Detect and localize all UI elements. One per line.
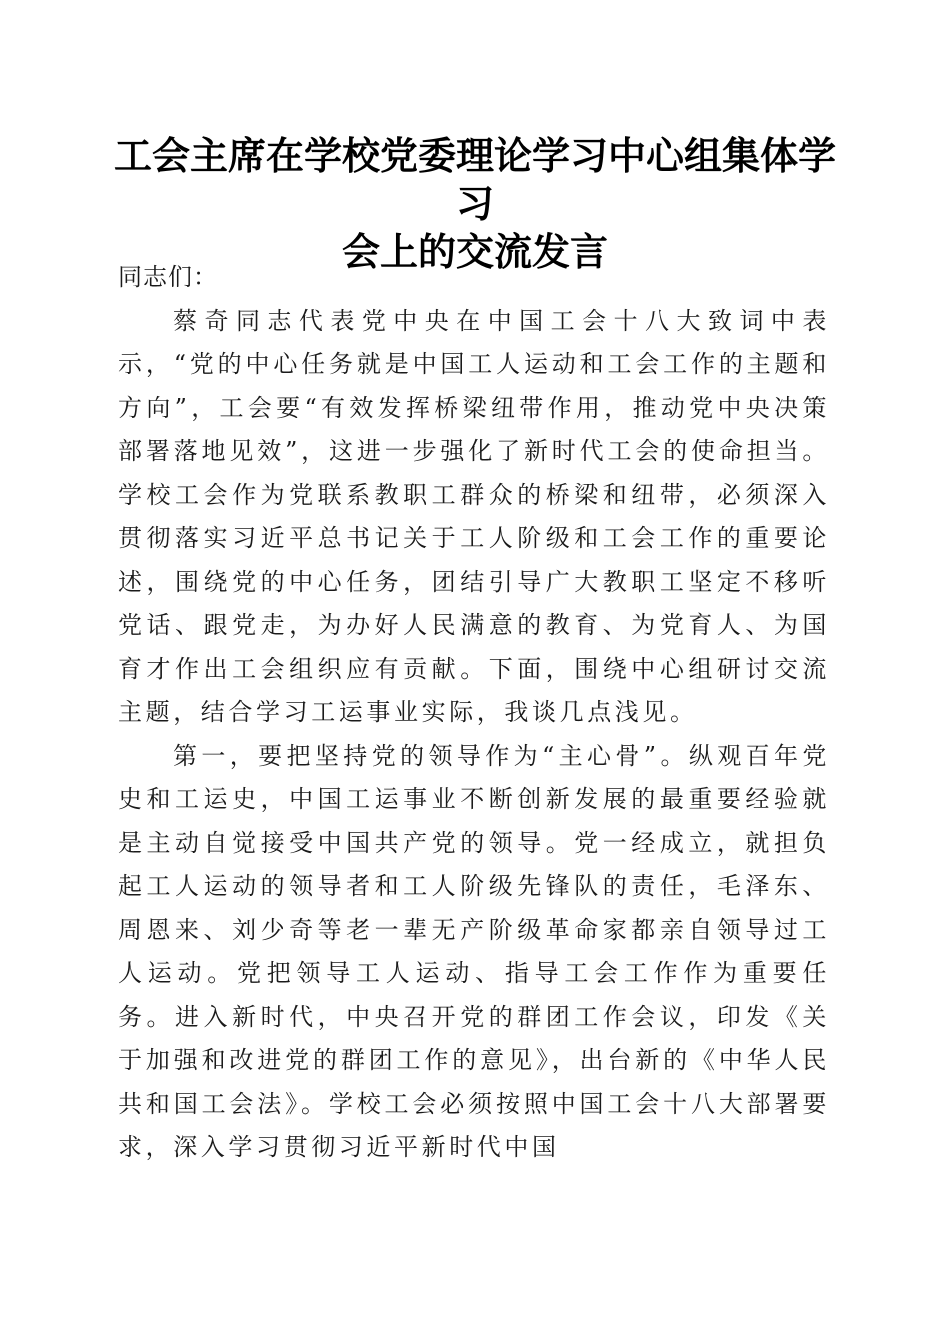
paragraph-first-point	[118, 735, 830, 1170]
salutation: 同志们：	[118, 263, 218, 291]
paragraph-intro: 蔡奇同志代表党中央在中国工会十八大致词中表示，“党的中心任务就是中国工人运动和工会工作的主题和方向”，工会要“有效发挥桥梁纽带作用，推动党中央决策部署落地见效”，这进一步强化了新时代工会的使命担当。学校工会作为党联系教职工群众的桥梁和纽带，必须深入贯彻落实习近平总书记关于工人阶级和工会工作的重要论述，围绕党的中心任务，团结引导广大教职工坚定不移听党话、跟党走，为办好人民满意的教育、为党育人、为国育才作出工会组织应有贡献。下面，围绕中心组研讨交流主题，结合学习工运事业实际，我谈几点浅见。	[118, 306, 830, 726]
paragraph-first-point-lead: 第一，要把坚持党的领导作为“主心骨”。	[173, 741, 689, 770]
title-line-1: 工会主席在学校党委理论学习中心组集体学习	[113, 133, 836, 226]
document-title	[100, 132, 850, 276]
document-body	[118, 256, 830, 1170]
title-line-2: 会上的交流发言	[341, 229, 608, 274]
paragraph-first-point-body: 纵观百年党史和工运史，中国工运事业不断创新发展的最重要经验就是主动自觉接受中国共产党的领导。党一经成立，就担负起工人运动的领导者和工人阶级先锋队的责任，毛泽东、周恩来、刘少奇等老一辈无产阶级革命家都亲自领导过工人运动。党把领导工人运动、指导工会工作作为重要任务。进入新时代，中央召开党的群团工作会议，印发《关于加强和改进党的群团工作的意见》，出台新的《中华人民共和国工会法》。学校工会必须按照中国工会十八大部署要求，深入学习贯彻习近平新时代中国	[118, 741, 830, 1161]
